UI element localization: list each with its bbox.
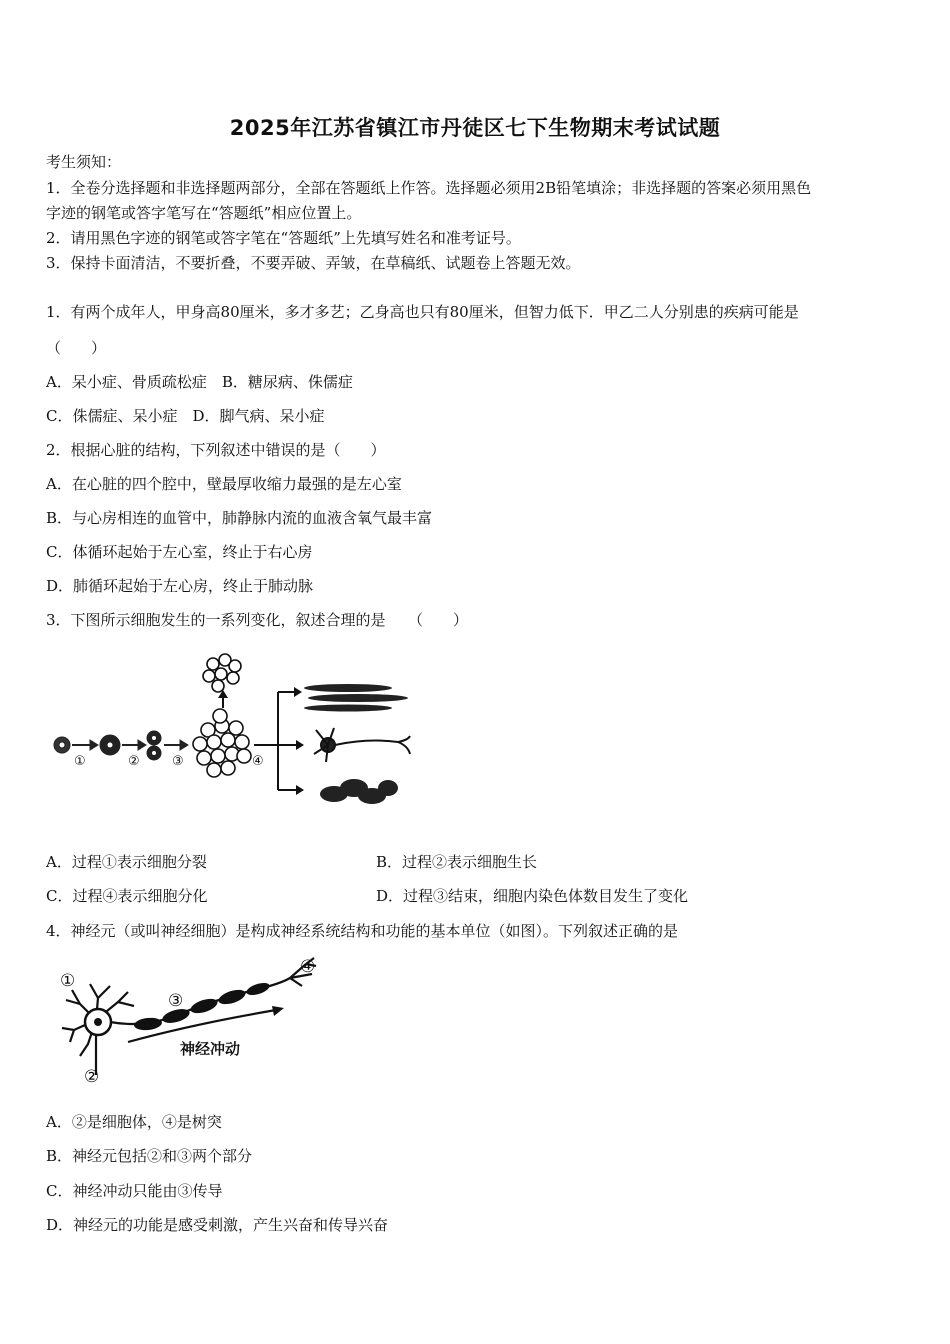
neuron-label-3: ③ [168, 991, 184, 1011]
question-4-option-d: D．神经元的功能是感受刺激，产生兴奋和传导兴奋 [46, 1216, 389, 1234]
notice-item: 2．请用黑色字迹的钢笔或答字笔在“答题纸”上先填写姓名和准考证号。 [46, 229, 521, 247]
question-1-stem: 1．有两个成年人，甲身高80厘米，多才多艺；乙身高也只有80厘米，但智力低下．甲乙二人分别患的疾病可能是 [46, 303, 799, 321]
question-2-option-b: B．与心房相连的血管中，肺静脉内流的血液含氧气最丰富 [46, 509, 433, 527]
question-4-option-c: C．神经冲动只能由③传导 [46, 1182, 223, 1200]
question-2-option-c: C．体循环起始于左心室，终止于右心房 [46, 543, 313, 561]
step-label-3: ③ [172, 754, 184, 769]
question-1-option-ab: A．呆小症、骨质疏松症 B．糖尿病、侏儒症 [46, 373, 353, 391]
neuron-label-4: ④ [300, 957, 316, 977]
notice-item: 字迹的钢笔或答字笔写在“答题纸”相应位置上。 [46, 204, 362, 222]
notice-item: 3．保持卡面清洁，不要折叠，不要弄破、弄皱，在草稿纸、试题卷上答题无效。 [46, 254, 581, 272]
question-3-stem: 3．下图所示细胞发生的一系列变化，叙述合理的是 （ ） [46, 611, 469, 629]
question-2-option-a: A．在心脏的四个腔中，壁最厚收缩力最强的是左心室 [46, 475, 402, 493]
question-3-option-d: D．过程③结束，细胞内染色体数目发生了变化 [376, 887, 689, 905]
question-4-stem: 4．神经元（或叫神经细胞）是构成神经系统结构和功能的基本单位（如图）。下列叙述正确的是 [46, 922, 679, 940]
question-4-option-a: A．②是细胞体，④是树突 [46, 1113, 222, 1131]
question-3-option-a: A．过程①表示细胞分裂 [46, 853, 207, 871]
step-label-1: ① [74, 754, 86, 769]
notice-item: 1．全卷分选择题和非选择题两部分，全部在答题纸上作答。选择题必须用2B铅笔填涂；非选择题的答案必须用黑色 [46, 179, 812, 197]
page-title: 2025年江苏省镇江市丹徒区七下生物期末考试试题 [229, 116, 721, 140]
question-4-option-b: B．神经元包括②和③两个部分 [46, 1147, 253, 1165]
question-1-option-cd: C．侏儒症、呆小症 D．脚气病、呆小症 [46, 407, 325, 425]
question-2-stem: 2．根据心脏的结构，下列叙述中错误的是（ ） [46, 441, 386, 459]
impulse-label: 神经冲动 [180, 1040, 241, 1058]
step-label-2: ② [128, 754, 140, 769]
neuron-label-2: ② [84, 1067, 100, 1087]
question-3-option-c: C．过程④表示细胞分化 [46, 887, 208, 905]
question-2-option-d: D．肺循环起始于左心房，终止于肺动脉 [46, 577, 314, 595]
step-label-4: ④ [252, 754, 264, 769]
neuron-label-1: ① [60, 971, 76, 991]
question-1-blank: （ ） [46, 339, 107, 357]
cell-division-figure [48, 650, 428, 810]
notice-heading: 考生须知： [46, 153, 122, 171]
neuron-figure [44, 950, 344, 1090]
question-3-option-b: B．过程②表示细胞生长 [376, 853, 538, 871]
